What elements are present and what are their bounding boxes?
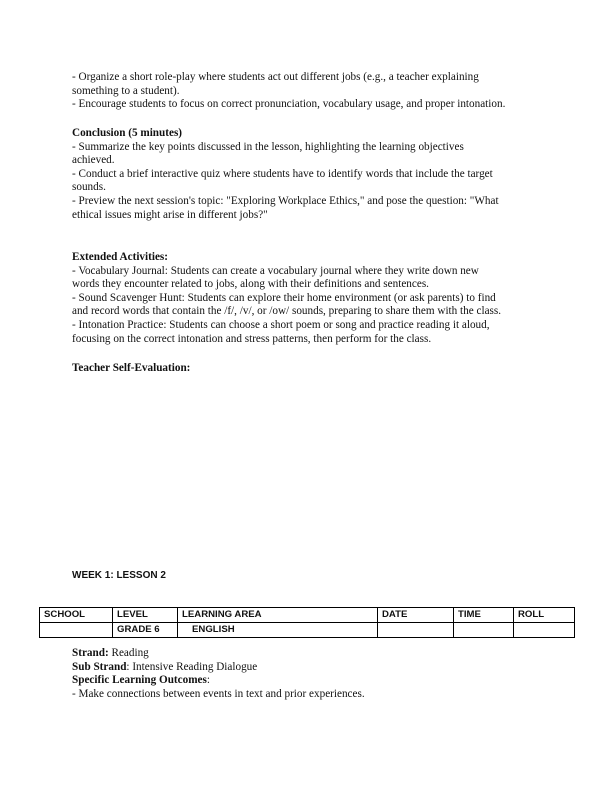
- lesson-info-table: [39, 607, 575, 638]
- table-cell: GRADE 6: [113, 623, 178, 638]
- sub-strand-line: [72, 661, 544, 675]
- list-item: [72, 319, 544, 346]
- extended-activities-heading: Extended Activities:: [72, 251, 169, 263]
- list-item-line: sounds.: [72, 181, 106, 194]
- table-cell: [40, 623, 113, 638]
- outcomes-line: [72, 674, 544, 688]
- list-item-line: - Preview the next session's topic: "Exploring Workplace Ethics," and pose the question: "What: [72, 194, 499, 207]
- list-item-line: - Encourage students to focus on correct pronunciation, vocabulary usage, and proper intonation.: [72, 98, 506, 111]
- table-header-cell: LEARNING AREA: [178, 608, 378, 623]
- strand-label: Strand:: [72, 647, 109, 659]
- list-item-line: ethical issues might arise in different jobs?": [72, 208, 268, 221]
- list-item-line: and record words that contain the /f/, /v/, or /ow/ sounds, preparing to share them with the class.: [72, 305, 502, 318]
- table-header-cell: DATE: [378, 608, 454, 623]
- conclusion-heading: Conclusion (5 minutes): [72, 127, 183, 139]
- list-item: [72, 195, 544, 222]
- list-item: [72, 265, 544, 292]
- table-header-cell: SCHOOL: [40, 608, 113, 623]
- list-item-line: - Intonation Practice: Students can choose a short poem or song and practice reading it aloud,: [72, 318, 490, 331]
- outcomes-label: Specific Learning Outcomes: [72, 674, 207, 687]
- list-item-line: words they encounter related to jobs, along with their definitions and sentences.: [72, 278, 429, 291]
- table-cell: [514, 623, 575, 638]
- list-item-line: - Conduct a brief interactive quiz where students have to identify words that include the target: [72, 167, 493, 180]
- self-evaluation-section: [72, 362, 544, 376]
- table-row: [40, 623, 575, 638]
- strand-value: Reading: [108, 647, 149, 659]
- week-lesson-title: WEEK 1: LESSON 2: [72, 570, 166, 581]
- sub-strand-value: : Intensive Reading Dialogue: [126, 660, 258, 673]
- strand-line: [72, 647, 544, 661]
- sub-strand-label: Sub Strand: [72, 660, 127, 673]
- list-item-line: - Vocabulary Journal: Students can create a vocabulary journal where they write down new: [72, 264, 479, 277]
- list-item: [72, 71, 544, 98]
- outcomes-colon: :: [206, 674, 210, 687]
- conclusion-section: [72, 127, 544, 222]
- lesson-details: [72, 647, 544, 701]
- list-item-line: focusing on the correct intonation and stress patterns, then perform for the class.: [72, 332, 432, 345]
- list-item-line: achieved.: [72, 154, 115, 167]
- self-evaluation-heading: Teacher Self-Evaluation:: [72, 362, 191, 374]
- list-item: [72, 98, 544, 112]
- list-item: [72, 141, 544, 168]
- list-item: - Make connections between events in text and prior experiences.: [72, 687, 365, 700]
- table-header-cell: TIME: [454, 608, 514, 623]
- table-header-cell: LEVEL: [113, 608, 178, 623]
- table-cell: [378, 623, 454, 638]
- extended-activities-section: [72, 251, 544, 346]
- list-item-line: - Summarize the key points discussed in the lesson, highlighting the learning objectives: [72, 140, 464, 153]
- list-item-line: - Organize a short role-play where students act out different jobs (e.g., a teacher explaining: [72, 71, 479, 83]
- list-item: [72, 168, 544, 195]
- list-item: [72, 292, 544, 319]
- list-item-line: something to a student).: [72, 84, 180, 97]
- table-cell: [454, 623, 514, 638]
- table-header-cell: ROLL: [514, 608, 575, 623]
- list-item-line: - Sound Scavenger Hunt: Students can explore their home environment (or ask parents) to find: [72, 291, 496, 304]
- activities-list: [72, 71, 544, 112]
- table-header-row: [40, 608, 575, 623]
- table-cell: ENGLISH: [178, 623, 378, 638]
